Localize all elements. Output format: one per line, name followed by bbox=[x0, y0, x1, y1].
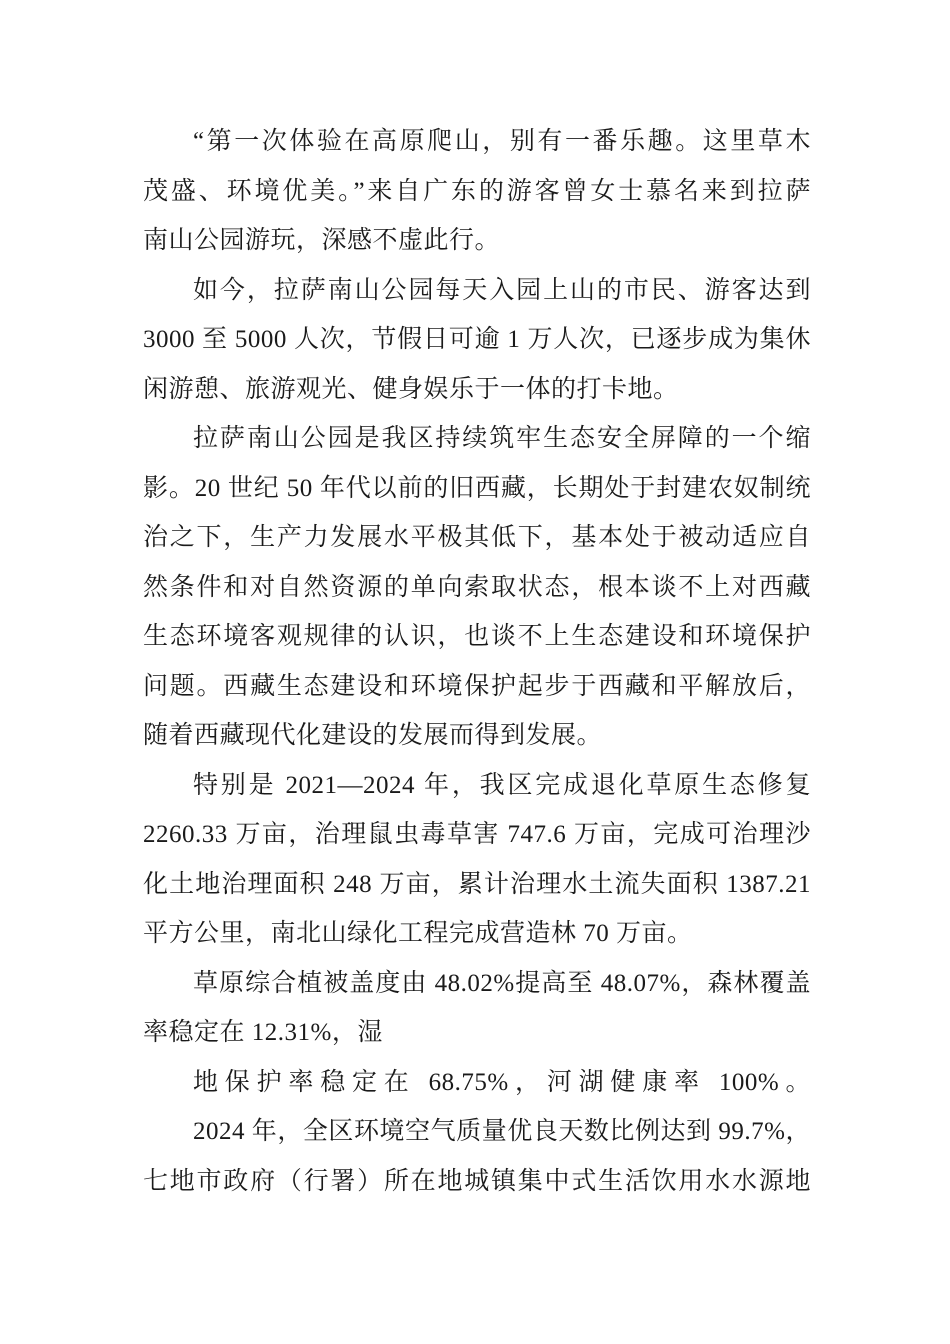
paragraph bbox=[143, 959, 811, 1058]
text-line: 然条件和对自然资源的单向索取状态，根本谈不上对西藏 bbox=[143, 573, 811, 601]
paragraph bbox=[143, 1058, 811, 1108]
text-line: 南山公园游玩，深感不虚此行。 bbox=[143, 227, 501, 254]
text-line: “第一次体验在高原爬山，别有一番乐趣。这里草木 bbox=[193, 128, 811, 155]
text-line: 七地市政府（行署）所在地城镇集中式生活饮用水水源地 bbox=[143, 1167, 811, 1195]
text-line: 如今，拉萨南山公园每天入园上山的市民、游客达到 bbox=[193, 276, 811, 304]
paragraph bbox=[143, 761, 811, 959]
text-line: 治之下，生产力发展水平极其低下，基本处于被动适应自 bbox=[143, 524, 811, 551]
text-line: 问题。西藏生态建设和环境保护起步于西藏和平解放后， bbox=[143, 672, 811, 700]
text-line: 2024 年，全区环境空气质量优良天数比例达到 99.7%， bbox=[193, 1118, 811, 1145]
paragraph bbox=[143, 117, 811, 266]
text-line: 茂盛、环境优美。”来自广东的游客曾女士慕名来到拉萨 bbox=[143, 177, 811, 205]
text-line: 特别是 2021—2024 年，我区完成退化草原生态修复 bbox=[193, 771, 811, 799]
text-line: 3000 至 5000 人次，节假日可逾 1 万人次，已逐步成为集休 bbox=[143, 326, 811, 353]
text-line: 率稳定在 12.31%，湿 bbox=[143, 1019, 383, 1046]
text-line: 随着西藏现代化建设的发展而得到发展。 bbox=[143, 722, 603, 749]
text-line: 地保护率稳定在 68.75%，河湖健康率 100%。 bbox=[193, 1068, 811, 1096]
text-line: 拉萨南山公园是我区持续筑牢生态安全屏障的一个缩 bbox=[193, 425, 811, 452]
paragraph bbox=[143, 1107, 811, 1206]
text-line: 闲游憩、旅游观光、健身娱乐于一体的打卡地。 bbox=[143, 375, 679, 403]
text-line: 化土地治理面积 248 万亩，累计治理水土流失面积 1387.21 bbox=[143, 870, 811, 898]
text-line: 草原综合植被盖度由 48.02%提高至 48.07%，森林覆盖 bbox=[193, 969, 811, 997]
document-body-text bbox=[143, 117, 811, 1206]
paragraph bbox=[143, 414, 811, 761]
text-line: 2260.33 万亩，治理鼠虫毒草害 747.6 万亩，完成可治理沙 bbox=[143, 821, 811, 848]
paragraph bbox=[143, 266, 811, 415]
text-line: 生态环境客观规律的认识，也谈不上生态建设和环境保护 bbox=[143, 623, 811, 650]
text-line: 影。20 世纪 50 年代以前的旧西藏，长期处于封建农奴制统 bbox=[143, 474, 811, 502]
text-line: 平方公里，南北山绿化工程完成营造林 70 万亩。 bbox=[143, 920, 693, 947]
